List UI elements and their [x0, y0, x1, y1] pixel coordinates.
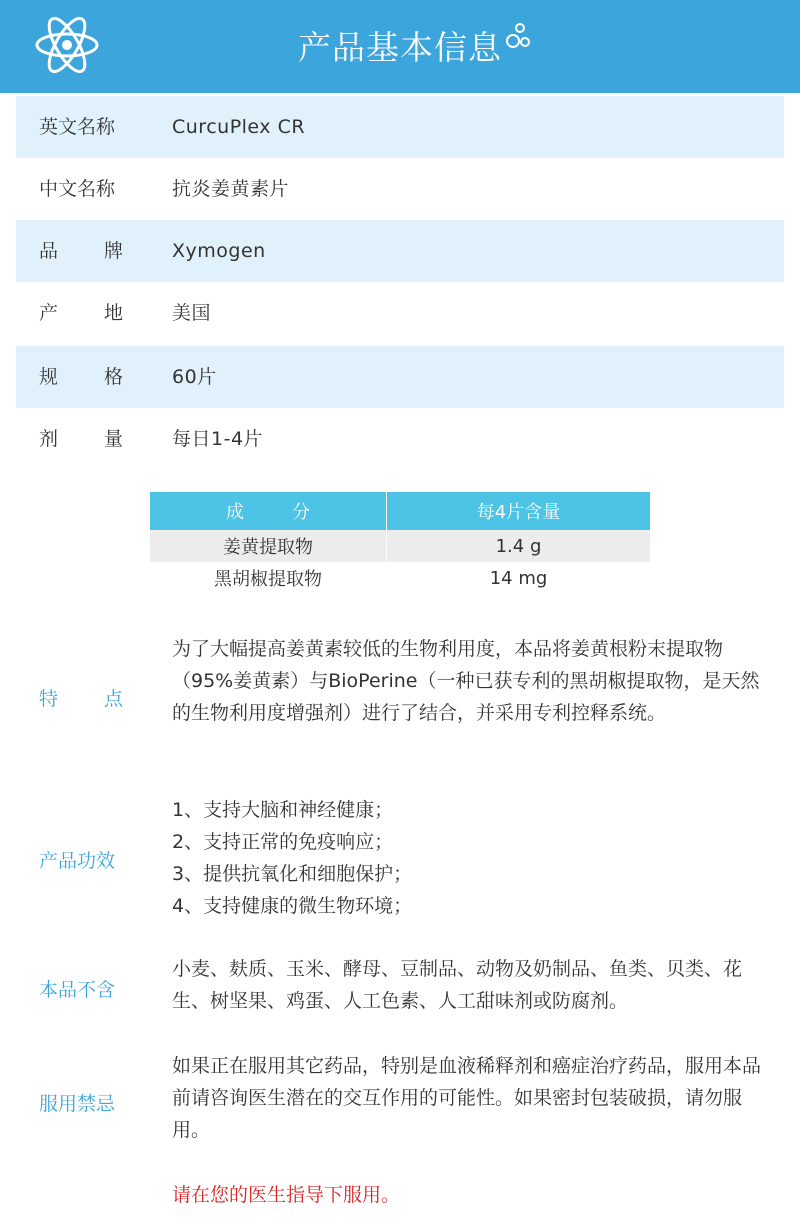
page-title: 产品基本信息	[298, 28, 502, 67]
free-of-text: 小麦、麸质、玉米、酵母、豆制品、动物及奶制品、鱼类、贝类、花生、树坚果、鸡蛋、人工色素、人工甜味剂或防腐剂。	[172, 958, 743, 1012]
list-item: 1、支持大脑和神经健康；	[172, 799, 394, 821]
column-header-amount: 每4片含量	[387, 492, 651, 530]
features-text: 为了大幅提高姜黄素较低的生物利用度，本品将姜黄根粉末提取物（95%姜黄素）与BioPerine（一种已获专利的黑胡椒提取物，是天然的生物利用度增强剂）进行了结合，并采用专利控释系统。	[172, 638, 760, 724]
ingredient-amount: 1.4 g	[387, 530, 651, 562]
info-label: 英文名称	[39, 116, 116, 138]
info-row-english-name	[16, 96, 784, 158]
info-row-origin	[16, 282, 784, 344]
contraindications-text: 如果正在服用其它药品，特别是血液稀释剂和癌症治疗药品，服用本品前请咨询医生潜在的交互作用的可能性。如果密封包装破损，请勿服用。	[172, 1055, 762, 1141]
list-item: 4、支持健康的微生物环境；	[172, 895, 413, 917]
info-label: 剂 量	[39, 428, 123, 450]
info-value: 美国	[172, 302, 212, 324]
list-item: 2、支持正常的免疫响应；	[172, 831, 394, 853]
ingredients-table	[150, 492, 650, 594]
header-banner	[0, 0, 800, 93]
ingredient-name: 黑胡椒提取物	[214, 569, 322, 590]
info-value: CurcuPlex CR	[172, 116, 306, 138]
free-of-label: 本品不含	[39, 979, 116, 1001]
list-item: 3、提供抗氧化和细胞保护；	[172, 863, 413, 885]
info-row-brand	[16, 220, 784, 282]
info-label: 品 牌	[39, 240, 123, 262]
column-header-ingredient: 成 分	[150, 492, 387, 530]
benefits-label: 产品功效	[39, 850, 116, 872]
info-value: 抗炎姜黄素片	[172, 178, 290, 200]
table-header-row	[150, 492, 650, 530]
info-row-chinese-name	[16, 158, 784, 220]
info-label: 规 格	[39, 366, 123, 388]
usage-warning: 请在您的医生指导下服用。	[172, 1184, 401, 1206]
info-value: 每日1-4片	[172, 428, 264, 450]
info-label: 中文名称	[39, 178, 116, 200]
table-row	[150, 562, 650, 594]
bubbles-icon	[504, 20, 534, 50]
ingredient-name: 姜黄提取物	[150, 530, 387, 562]
info-value: Xymogen	[172, 240, 266, 262]
contraindications-label: 服用禁忌	[39, 1093, 116, 1115]
table-row	[150, 530, 650, 562]
features-label: 特 点	[39, 688, 123, 710]
info-value: 60片	[172, 366, 217, 388]
info-row-spec	[16, 346, 784, 408]
benefits-list	[172, 794, 762, 922]
info-label: 产 地	[39, 302, 123, 324]
info-row-dosage	[16, 408, 784, 470]
ingredient-amount: 14 mg	[387, 562, 651, 594]
